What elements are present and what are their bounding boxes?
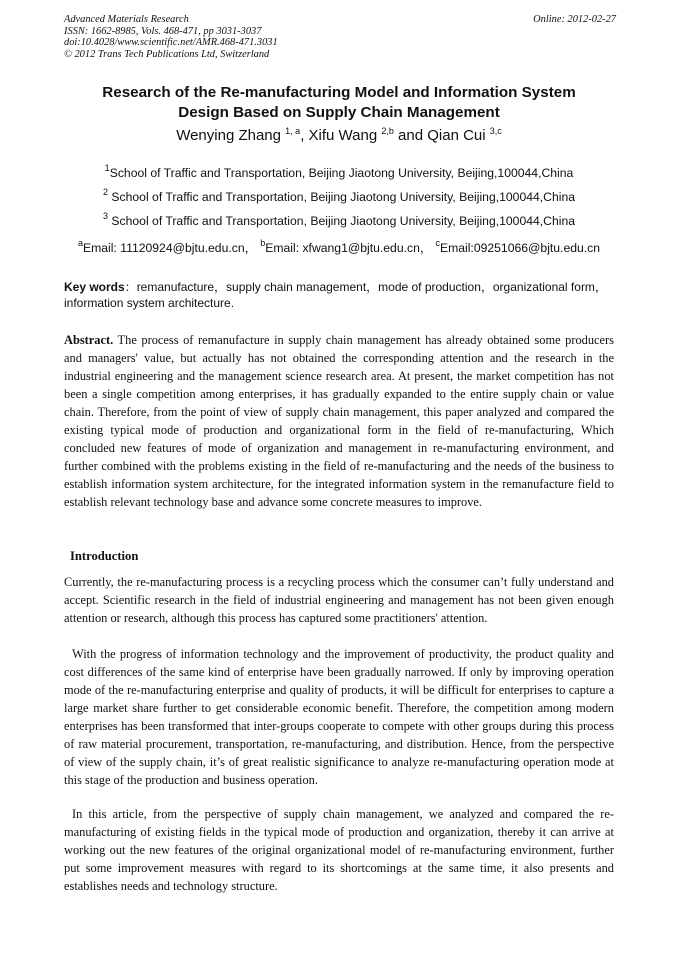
title-line-2: Design Based on Supply Chain Management <box>178 104 500 121</box>
abstract <box>64 331 614 511</box>
issn-line: ISSN: 1662-8985, Vols. 468-471, pp 3031-3037 <box>64 25 262 37</box>
author-list: Wenying Zhang $^{1, a}$, Xifu Wang $^{2,b}$ and Qian Cui $^{3,c}$ <box>176 126 502 144</box>
author-affiliation-mark: 2,b <box>381 126 394 136</box>
author-affiliation-mark: 3,c <box>489 126 502 136</box>
online-date: Online: 2012-02-27 <box>533 14 616 25</box>
intro-paragraph-1: Currently, the re-manufacturing process is a recycling process which the consumer can’t fully understand and accept. Scientific research in the field of industrial engineering and management has not been given enough attention or research, although this process has captured some practitioners' attention. <box>64 575 614 625</box>
author-name: Xifu Wang <box>308 127 382 144</box>
email-b: Email: xfwang1@bjtu.edu.cn， <box>265 241 433 255</box>
keywords <box>64 279 616 311</box>
journal-header <box>64 14 616 60</box>
author-affiliation-mark: 1, a <box>285 126 301 136</box>
email-a: Email: 11120924@bjtu.edu.cn， <box>82 241 257 255</box>
paper-title <box>40 83 638 123</box>
doi-line: doi:10.4028/www.scientific.net/AMR.468-471.3031 <box>64 37 278 49</box>
affiliation-1: $^1$School of Traffic and Transportation, Beijing Jiaotong University, Beijing,100044,China <box>104 163 574 180</box>
title-line-1: Research of the Re-manufacturing Model and Information System <box>102 84 576 101</box>
affiliation-2: $^2$ School of Traffic and Transportation, Beijing Jiaotong University, Beijing,100044,China <box>102 187 576 204</box>
abstract-label: Abstract. <box>64 333 114 347</box>
keywords-label: Key words <box>64 280 125 294</box>
email-c: Email:09251066@bjtu.edu.cn <box>439 241 601 255</box>
author-name: Wenying Zhang <box>176 127 286 144</box>
intro-paragraph-2: With the progress of information technology and the improvement of productivity, the product quality and cost differences of the same kind of enterprise have been gradually narrowed. If only by improving operation mode of the re-manufacturing enterprise and quality of products, it will be difficult for enterprises to capture a large market share further to get considerable economic benefit. Therefore, the competition among modern enterprises has been transformed that inter-groups cooperate to compete with other groups during this process of raw material procurement, transportation, re-manufacturing, and distribution. Hence, from the perspective of view of the supply chain, it’s of great realistic significance to analyze re-manufacturing operation mode at this stage of the production and business operation. <box>64 647 614 787</box>
section-heading-introduction: Introduction <box>70 549 139 563</box>
keywords-text: ：remanufacture，supply chain management，mode of production，organizational form，information system architecture. <box>64 280 607 310</box>
abstract-text: The process of remanufacture in supply chain management has already obtained some producers and managers' value, but actually has not obtained the corresponding attention and the research in the industrial engineering and the management science research area. At present, the market competition has not been a single competition among enterprises, it has gradually expanded to the entire supply chain or value chain. Therefore, from the point of view of supply chain management, this paper analyzed and compared the existing typical mode of production and organizational form in the field of re-manufacturing, Which concluded new features of mode of organization and management in re-manufacturing environment, and further combined with the problems existing in the field of re-manufacturing and the needs of the business to establish information system architecture, for the integrated information system in the remanufacture field to establish relevant technology base and advance some concrete measures to improve. <box>64 333 614 509</box>
email-line: $^a$Email: 11120924@bjtu.edu.cn， $^b$Email: xfwang1@bjtu.edu.cn， $^c$Email:09251066@bjtu.edu.cn <box>77 238 601 255</box>
affiliation-3: $^3$ School of Traffic and Transportation, Beijing Jiaotong University, Beijing,100044,China <box>102 211 576 228</box>
journal-name: Advanced Materials Research <box>64 14 189 25</box>
intro-paragraph-3: In this article, from the perspective of supply chain management, we analyzed and compared the re-manufacturing of existing fields in the typical mode of production and organization, thereby it can arrive at working out the new features of the original organizational model of re-manufacturing environment, further put some improvement measures with regard to its shortcomings at the same time, it also presents and establishes needs and technology structure. <box>64 807 614 893</box>
author-name: and Qian Cui <box>398 127 490 144</box>
copyright-line: © 2012 Trans Tech Publications Ltd, Switzerland <box>64 48 270 60</box>
